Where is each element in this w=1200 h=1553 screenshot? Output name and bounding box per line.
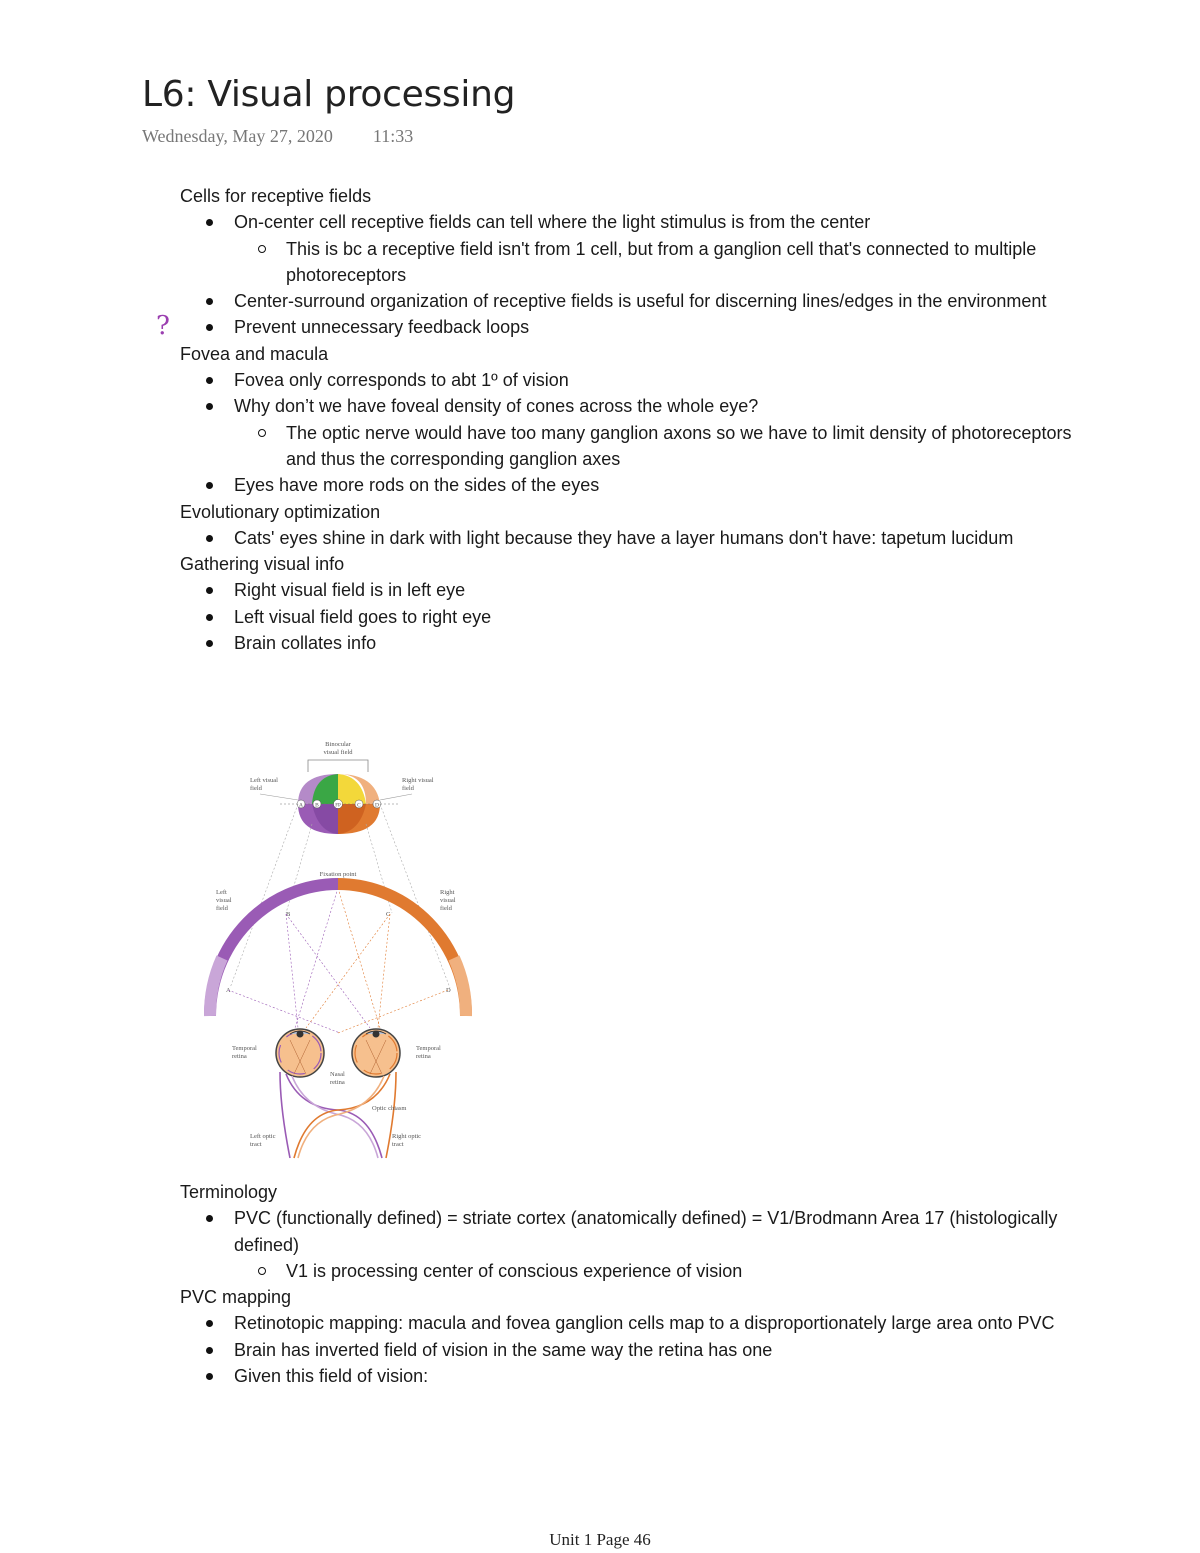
right-field-rays xyxy=(306,888,448,1033)
list-item: Left visual field goes to right eye xyxy=(180,604,1080,630)
visual-arc-left-peripheral xyxy=(210,958,222,1016)
list-item xyxy=(180,393,1080,472)
leader-line xyxy=(260,794,298,800)
label-point-d: D xyxy=(375,802,379,809)
page-metadata xyxy=(142,126,413,147)
sub-list-item: The optic nerve would have too many ganglion axons so we have to limit density of photoreceptors and thus the corresponding ganglion axes xyxy=(234,420,1080,473)
list-item-text: Prevent unnecessary feedback loops xyxy=(234,317,530,338)
visual-pathway-figure xyxy=(200,728,480,1164)
label-optic-chiasm: Optic chiasm xyxy=(372,1105,407,1112)
list-item: Brain collates info xyxy=(180,630,1080,656)
label-right-field2: field xyxy=(440,905,452,912)
bullet-list xyxy=(180,1310,1080,1389)
bullet-list xyxy=(180,525,1080,551)
section-heading: PVC mapping xyxy=(180,1287,292,1308)
list-item xyxy=(180,209,1080,288)
list-item: Eyes have more rods on the sides of the eyes xyxy=(180,472,1080,498)
list-item-text: PVC (functionally defined) = striate cortex (anatomically defined) = V1/Brodmann Area 17 (histologically defined) xyxy=(234,1208,1058,1255)
list-item: Brain has inverted field of vision in the same way the retina has one xyxy=(180,1337,1080,1363)
right-eye xyxy=(352,1029,400,1077)
section-heading: Terminology xyxy=(180,1182,278,1202)
page-time: 11:33 xyxy=(372,126,414,146)
visual-pathway-diagram xyxy=(200,728,480,1164)
label-retina-right: retina xyxy=(416,1053,431,1060)
left-eye xyxy=(276,1029,324,1077)
sub-bullet-list xyxy=(234,420,1080,473)
list-item: Right visual field is in left eye xyxy=(180,577,1080,603)
label-temporal-left: Temporal xyxy=(232,1045,257,1052)
question-mark-annotation: ? xyxy=(156,311,170,342)
label-arc-a: A xyxy=(226,987,231,994)
leader-line xyxy=(380,794,412,800)
bullet-list xyxy=(180,367,1080,498)
label-binocular-field: visual field xyxy=(323,749,353,756)
label-left-visual2: visual xyxy=(216,897,232,904)
label-arc-c: C xyxy=(386,911,391,918)
bullet-list xyxy=(156,209,1080,342)
label-fixation-point: Fixation point xyxy=(319,871,357,878)
label-right-visual: Right visual xyxy=(402,777,434,784)
list-item xyxy=(180,1205,1080,1284)
left-field-rays xyxy=(228,888,370,1033)
label-nasal-retina: retina xyxy=(330,1079,345,1086)
label-point-a: A xyxy=(299,802,303,809)
label-left: Left xyxy=(216,889,227,896)
page-title: L6: Visual processing xyxy=(142,74,516,115)
sub-bullet-list xyxy=(234,236,1080,289)
label-point-b: B xyxy=(315,802,319,809)
label-point-c: C xyxy=(357,802,361,809)
label-arc-d: D xyxy=(446,987,451,994)
list-item-text: Why don’t we have foveal density of cones across the whole eye? xyxy=(234,396,759,417)
notes-body-top xyxy=(156,183,1080,656)
page-date: Wednesday, May 27, 2020 xyxy=(142,126,333,146)
section-heading: Cells for receptive fields xyxy=(180,186,372,206)
list-item-text: On-center cell receptive fields can tell where the light stimulus is from the center xyxy=(234,212,871,233)
label-binocular: Binocular xyxy=(325,741,351,748)
sub-bullet-list xyxy=(234,1258,1080,1284)
label-right-optic: Right optic xyxy=(392,1133,422,1140)
page-footer: Unit 1 Page 46 xyxy=(549,1530,651,1549)
label-left-optic-tract: tract xyxy=(250,1141,262,1148)
notes-body-bottom xyxy=(180,1179,1080,1389)
label-left-visual-field: field xyxy=(250,785,262,792)
list-item: Given this field of vision: xyxy=(180,1363,1080,1389)
list-item: Fovea only corresponds to abt 1º of vision xyxy=(180,367,1080,393)
list-item: Retinotopic mapping: macula and fovea ganglion cells map to a disproportionately large area onto PVC xyxy=(180,1310,1080,1336)
section-heading: Fovea and macula xyxy=(180,343,329,364)
list-item: Center-surround organization of receptive fields is useful for discerning lines/edges in the environment xyxy=(180,288,1080,314)
label-arc-b: B xyxy=(286,911,291,918)
label-nasal: Nasal xyxy=(330,1071,345,1078)
bullet-list xyxy=(180,1205,1080,1284)
label-temporal-right: Temporal xyxy=(416,1045,441,1052)
list-item xyxy=(156,311,1080,342)
binocular-bracket xyxy=(308,760,368,772)
visual-arc-right-peripheral xyxy=(454,958,466,1016)
label-right: Right xyxy=(440,889,455,896)
label-right-optic-tract: tract xyxy=(392,1141,404,1148)
label-right-visual-field: field xyxy=(402,785,414,792)
sub-list-item: V1 is processing center of conscious experience of vision xyxy=(234,1258,1080,1284)
label-retina-left: retina xyxy=(232,1053,247,1060)
label-point-fp: FP xyxy=(335,803,341,809)
label-right-visual2: visual xyxy=(440,897,456,904)
label-left-field2: field xyxy=(216,905,228,912)
section-heading: Evolutionary optimization xyxy=(180,501,381,522)
sub-list-item: This is bc a receptive field isn't from 1 cell, but from a ganglion cell that's connected to multiple photoreceptors xyxy=(234,236,1080,289)
label-left-visual: Left visual xyxy=(250,777,278,784)
section-heading: Gathering visual info xyxy=(180,554,345,575)
bullet-list xyxy=(180,577,1080,656)
label-left-optic: Left optic xyxy=(250,1133,276,1140)
list-item: Cats' eyes shine in dark with light because they have a layer humans don't have: tapetum lucidum xyxy=(180,525,1080,551)
